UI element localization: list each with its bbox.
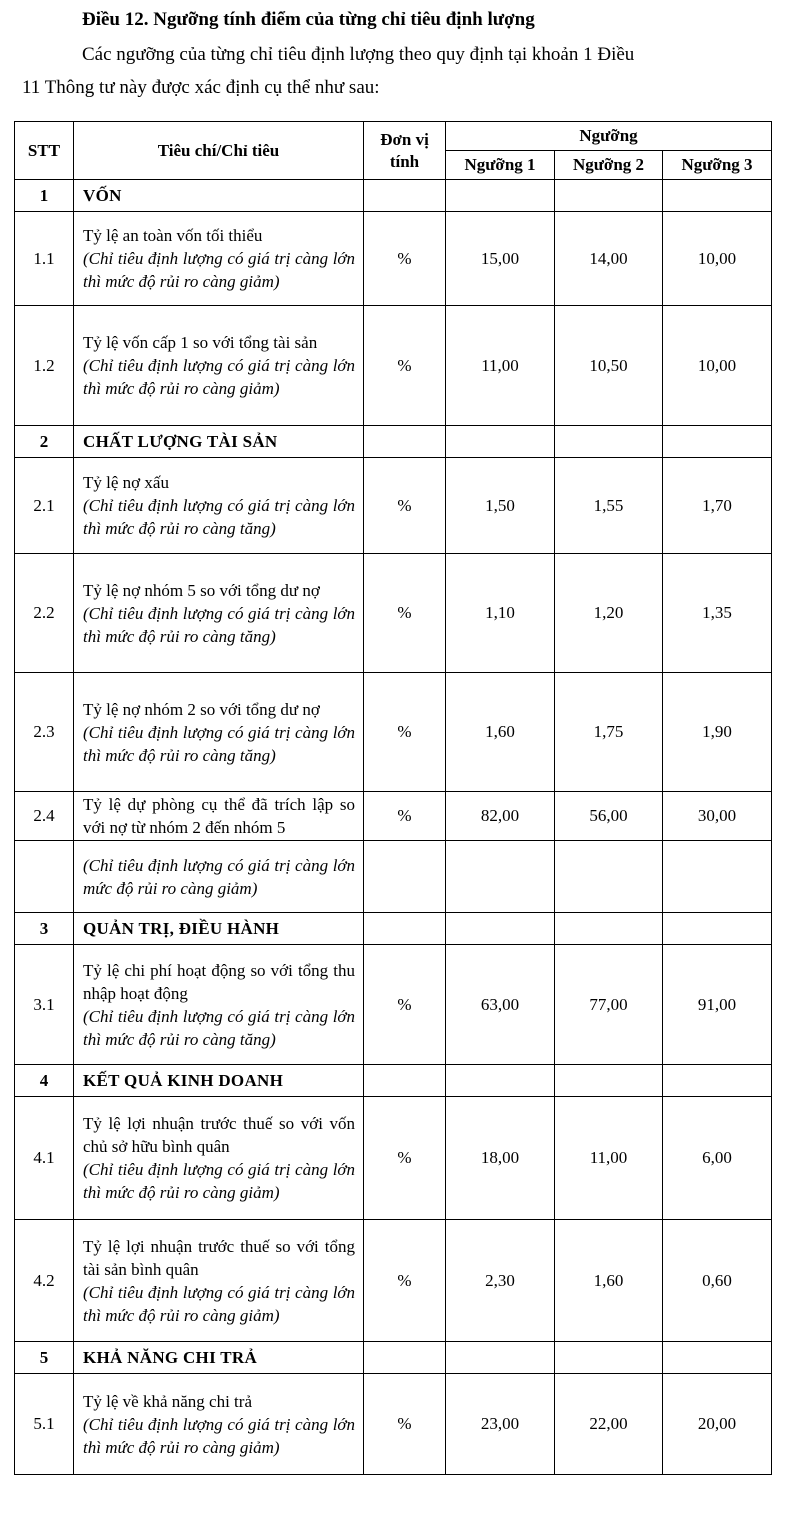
row-number: 1.1 — [15, 212, 74, 306]
section-title: KẾT QUẢ KINH DOANH — [74, 1065, 364, 1097]
criteria-name: Tỷ lệ nợ nhóm 2 so với tổng dư nợ — [83, 699, 320, 719]
table-row — [15, 792, 772, 841]
criteria-cell — [74, 841, 364, 913]
criteria-note: (Chỉ tiêu định lượng có giá trị càng lớn thì mức độ rủi ro càng giảm) — [83, 249, 355, 291]
empty-cell — [364, 1065, 446, 1097]
empty-cell — [555, 913, 663, 945]
section-row — [15, 1065, 772, 1097]
criteria-name: Tỷ lệ vốn cấp 1 so với tổng tài sản — [83, 333, 318, 352]
article-title: Điều 12. Ngưỡng tính điểm của từng chỉ tiêu định lượng — [82, 9, 535, 30]
threshold-3-value: 0,60 — [663, 1220, 772, 1342]
row-number: 2.3 — [15, 673, 74, 792]
section-title: CHẤT LƯỢNG TÀI SẢN — [74, 426, 364, 458]
criteria-name: Tỷ lệ an toàn vốn tối thiểu — [83, 226, 263, 245]
empty-cell — [555, 1065, 663, 1097]
unit-cell: % — [364, 212, 446, 306]
section-row — [15, 913, 772, 945]
row-number: 5.1 — [15, 1374, 74, 1475]
unit-cell: % — [364, 554, 446, 673]
unit-cell: % — [364, 1220, 446, 1342]
criteria-cell — [74, 306, 364, 426]
empty-cell — [446, 1065, 555, 1097]
empty-cell — [364, 426, 446, 458]
empty-cell — [446, 426, 555, 458]
table-row-continuation — [15, 841, 772, 913]
threshold-2-value: 1,20 — [555, 554, 663, 673]
row-number: 2.4 — [15, 792, 74, 841]
criteria-note: (Chỉ tiêu định lượng có giá trị càng lớn thì mức độ rủi ro càng giảm) — [83, 356, 355, 398]
empty-cell — [663, 1065, 772, 1097]
table-row — [15, 1374, 772, 1475]
header-threshold-group: Ngưỡng — [446, 122, 772, 151]
section-number: 4 — [15, 1065, 74, 1097]
threshold-2-value: 11,00 — [555, 1097, 663, 1220]
threshold-1-value: 1,60 — [446, 673, 555, 792]
criteria-cell — [74, 554, 364, 673]
empty-cell — [446, 913, 555, 945]
threshold-2-value: 14,00 — [555, 212, 663, 306]
threshold-1-value: 82,00 — [446, 792, 555, 841]
header-threshold-2: Ngưỡng 2 — [555, 151, 663, 180]
empty-cell — [555, 1342, 663, 1374]
table-header-row — [15, 122, 772, 151]
criteria-note: (Chỉ tiêu định lượng có giá trị càng lớn thì mức độ rủi ro càng tăng) — [83, 722, 355, 765]
section-number: 1 — [15, 180, 74, 212]
section-row — [15, 180, 772, 212]
unit-cell: % — [364, 306, 446, 426]
empty-cell — [663, 426, 772, 458]
criteria-name: Tỷ lệ chi phí hoạt động so với tổng thu nhập hoạt động — [83, 960, 355, 1003]
section-number: 3 — [15, 913, 74, 945]
criteria-cell — [74, 458, 364, 554]
row-number: 1.2 — [15, 306, 74, 426]
header-stt: STT — [15, 122, 74, 180]
criteria-note: (Chỉ tiêu định lượng có giá trị càng lớn mức độ rủi ro càng giảm) — [83, 855, 355, 898]
section-number: 5 — [15, 1342, 74, 1374]
threshold-2-value: 56,00 — [555, 792, 663, 841]
threshold-1-value: 23,00 — [446, 1374, 555, 1475]
threshold-1-value: 1,10 — [446, 554, 555, 673]
unit-cell: % — [364, 945, 446, 1065]
intro-paragraph — [22, 38, 780, 104]
section-row — [15, 426, 772, 458]
threshold-2-value: 1,60 — [555, 1220, 663, 1342]
threshold-3-value: 1,35 — [663, 554, 772, 673]
criteria-note: (Chỉ tiêu định lượng có giá trị càng lớn thì mức độ rủi ro càng giảm) — [83, 1414, 355, 1457]
row-number: 2.2 — [15, 554, 74, 673]
threshold-1-value: 18,00 — [446, 1097, 555, 1220]
threshold-3-value: 20,00 — [663, 1374, 772, 1475]
empty-cell — [663, 841, 772, 913]
table-row — [15, 458, 772, 554]
unit-cell: % — [364, 673, 446, 792]
header-threshold-3: Ngưỡng 3 — [663, 151, 772, 180]
intro-line-1: Các ngưỡng của từng chỉ tiêu định lượng theo quy định tại khoản 1 Điều — [82, 44, 635, 65]
threshold-2-value: 1,75 — [555, 673, 663, 792]
criteria-cell — [74, 673, 364, 792]
unit-cell: % — [364, 1097, 446, 1220]
section-row — [15, 1342, 772, 1374]
empty-cell — [364, 1342, 446, 1374]
unit-cell: % — [364, 792, 446, 841]
threshold-1-value: 11,00 — [446, 306, 555, 426]
criteria-name: Tỷ lệ nợ xấu — [83, 473, 169, 492]
empty-cell — [663, 1342, 772, 1374]
table-row — [15, 306, 772, 426]
empty-cell — [15, 841, 74, 913]
header-criteria: Tiêu chí/Chỉ tiêu — [74, 122, 364, 180]
criteria-name: Tỷ lệ lợi nhuận trước thuế so với tổng tài sản bình quân — [83, 1236, 355, 1279]
empty-cell — [364, 180, 446, 212]
header-unit: Đơn vị tính — [364, 122, 446, 180]
criteria-cell — [74, 1220, 364, 1342]
empty-cell — [663, 180, 772, 212]
row-number: 4.2 — [15, 1220, 74, 1342]
row-number: 2.1 — [15, 458, 74, 554]
criteria-note: (Chỉ tiêu định lượng có giá trị càng lớn thì mức độ rủi ro càng giảm) — [83, 1282, 355, 1325]
empty-cell — [364, 913, 446, 945]
criteria-name: Tỷ lệ về khả năng chi trả — [83, 1391, 252, 1411]
threshold-1-value: 2,30 — [446, 1220, 555, 1342]
criteria-cell — [74, 1374, 364, 1475]
criteria-cell — [74, 212, 364, 306]
row-number: 3.1 — [15, 945, 74, 1065]
empty-cell — [555, 841, 663, 913]
unit-cell: % — [364, 1374, 446, 1475]
empty-cell — [446, 180, 555, 212]
threshold-3-value: 6,00 — [663, 1097, 772, 1220]
threshold-2-value: 1,55 — [555, 458, 663, 554]
threshold-3-value: 1,90 — [663, 673, 772, 792]
criteria-note: (Chỉ tiêu định lượng có giá trị càng lớn thì mức độ rủi ro càng tăng) — [83, 496, 355, 538]
table-row — [15, 1220, 772, 1342]
intro-line-2: 11 Thông tư này được xác định cụ thể như sau: — [22, 77, 380, 98]
criteria-cell — [74, 792, 364, 841]
section-title: KHẢ NĂNG CHI TRẢ — [74, 1342, 364, 1374]
table-row — [15, 554, 772, 673]
threshold-2-value: 10,50 — [555, 306, 663, 426]
threshold-3-value: 10,00 — [663, 212, 772, 306]
threshold-table — [14, 121, 772, 1475]
empty-cell — [555, 426, 663, 458]
threshold-3-value: 1,70 — [663, 458, 772, 554]
empty-cell — [446, 1342, 555, 1374]
empty-cell — [663, 913, 772, 945]
table-row — [15, 1097, 772, 1220]
empty-cell — [446, 841, 555, 913]
table-row — [15, 945, 772, 1065]
threshold-1-value: 63,00 — [446, 945, 555, 1065]
criteria-name: Tỷ lệ dự phòng cụ thể đã trích lập so với nợ từ nhóm 2 đến nhóm 5 — [83, 795, 355, 837]
section-number: 2 — [15, 426, 74, 458]
threshold-2-value: 22,00 — [555, 1374, 663, 1475]
empty-cell — [555, 180, 663, 212]
threshold-1-value: 1,50 — [446, 458, 555, 554]
table-row — [15, 673, 772, 792]
empty-cell — [364, 841, 446, 913]
criteria-name: Tỷ lệ lợi nhuận trước thuế so với vốn chủ sở hữu bình quân — [83, 1114, 355, 1156]
section-title: QUẢN TRỊ, ĐIỀU HÀNH — [74, 913, 364, 945]
criteria-note: (Chỉ tiêu định lượng có giá trị càng lớn thì mức độ rủi ro càng tăng) — [83, 603, 355, 646]
header-threshold-1: Ngưỡng 1 — [446, 151, 555, 180]
criteria-note: (Chỉ tiêu định lượng có giá trị càng lớn thì mức độ rủi ro càng tăng) — [83, 1006, 355, 1049]
criteria-name: Tỷ lệ nợ nhóm 5 so với tổng dư nợ — [83, 580, 320, 600]
table-row — [15, 212, 772, 306]
threshold-3-value: 30,00 — [663, 792, 772, 841]
threshold-2-value: 77,00 — [555, 945, 663, 1065]
criteria-cell — [74, 1097, 364, 1220]
threshold-3-value: 10,00 — [663, 306, 772, 426]
row-number: 4.1 — [15, 1097, 74, 1220]
unit-cell: % — [364, 458, 446, 554]
threshold-3-value: 91,00 — [663, 945, 772, 1065]
criteria-cell — [74, 945, 364, 1065]
criteria-note: (Chỉ tiêu định lượng có giá trị càng lớn thì mức độ rủi ro càng giảm) — [83, 1160, 355, 1202]
section-title: VỐN — [74, 180, 364, 212]
threshold-1-value: 15,00 — [446, 212, 555, 306]
